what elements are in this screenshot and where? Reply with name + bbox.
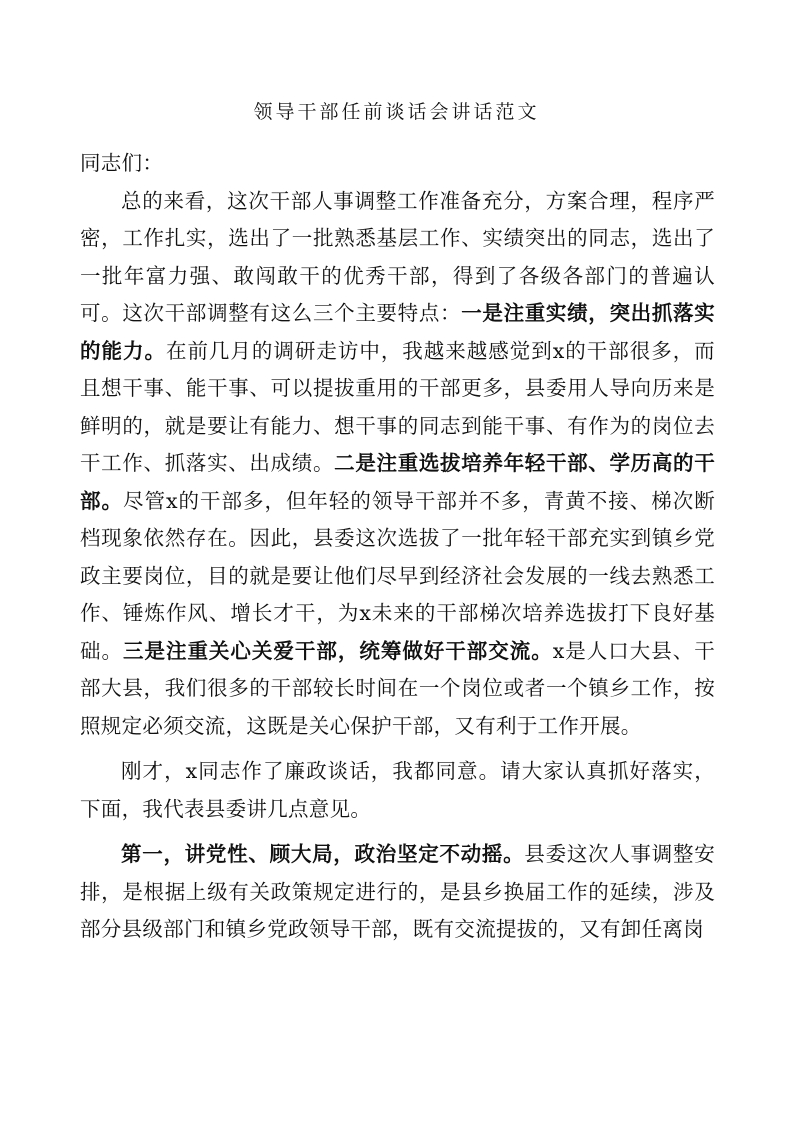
paragraph-text: 尽管x的干部多，但年轻的领导干部并不多，青黄不接、梯次断档现象依然存在。因此，县委这次选拔了一批年轻干部充实到镇乡党政主要岗位，目的就是要让他们尽早到经济社会发展的一线去熟悉工作、锤炼作风、增长才干，为x未来的干部梯次培养选拔打下良好基础。 [80, 488, 715, 663]
document-title: 领导干部任前谈话会讲话范文 [253, 101, 540, 123]
paragraph-text: 在前几月的调研走访中，我越来越感觉到x的干部很多，而且想干事、能干事、可以提拔重用的干部更多，县委用人导向历来是鲜明的，就是要让有能力、想干事的同志到能干事、有作为的岗位去干工作、抓落实、出成绩。 [80, 338, 715, 475]
paragraph-text: x是人口大县、干部大县，我们很多的干部较长时间在一个岗位或者一个镇乡工作，按照规定必须交流，这既是关心保护干部，又有利于工作开展。 [80, 638, 716, 738]
bold-point-one: 一是注重实绩，突出抓落实的能力。 [80, 301, 715, 363]
bold-point-two: 二是注重选拔培养年轻干部、学历高的干部。 [80, 451, 715, 513]
document-body [80, 145, 715, 949]
bold-first-heading: 第一，讲党性、顾大局，政治坚定不动摇。 [121, 842, 525, 866]
paragraph-transition: 刚才，x同志作了廉政谈话，我都同意。请大家认真抓好落实，下面，我代表县委讲几点意见。 [80, 759, 715, 821]
paragraph-text: 总的来看，这次干部人事调整工作准备充分，方案合理，程序严密，工作扎实，选出了一批熟悉基层工作、实绩突出的同志，选出了一批年富力强、敢闯敢干的优秀干部，得到了各级各部门的普遍认可。这次干部调整有这么三个主要特点： [80, 188, 715, 325]
paragraph-first-point [80, 836, 715, 949]
bold-point-three: 三是注重关心关爱干部，统筹做好干部交流。 [122, 638, 553, 663]
paragraph-text: 县委这次人事调整安排，是根据上级有关政策规定进行的，是县乡换届工作的延续，涉及部分县级部门和镇乡党政领导干部，既有交流提拔的，又有卸任离岗 [80, 842, 715, 941]
paragraph-summary [80, 183, 715, 746]
salutation: 同志们： [80, 151, 164, 175]
